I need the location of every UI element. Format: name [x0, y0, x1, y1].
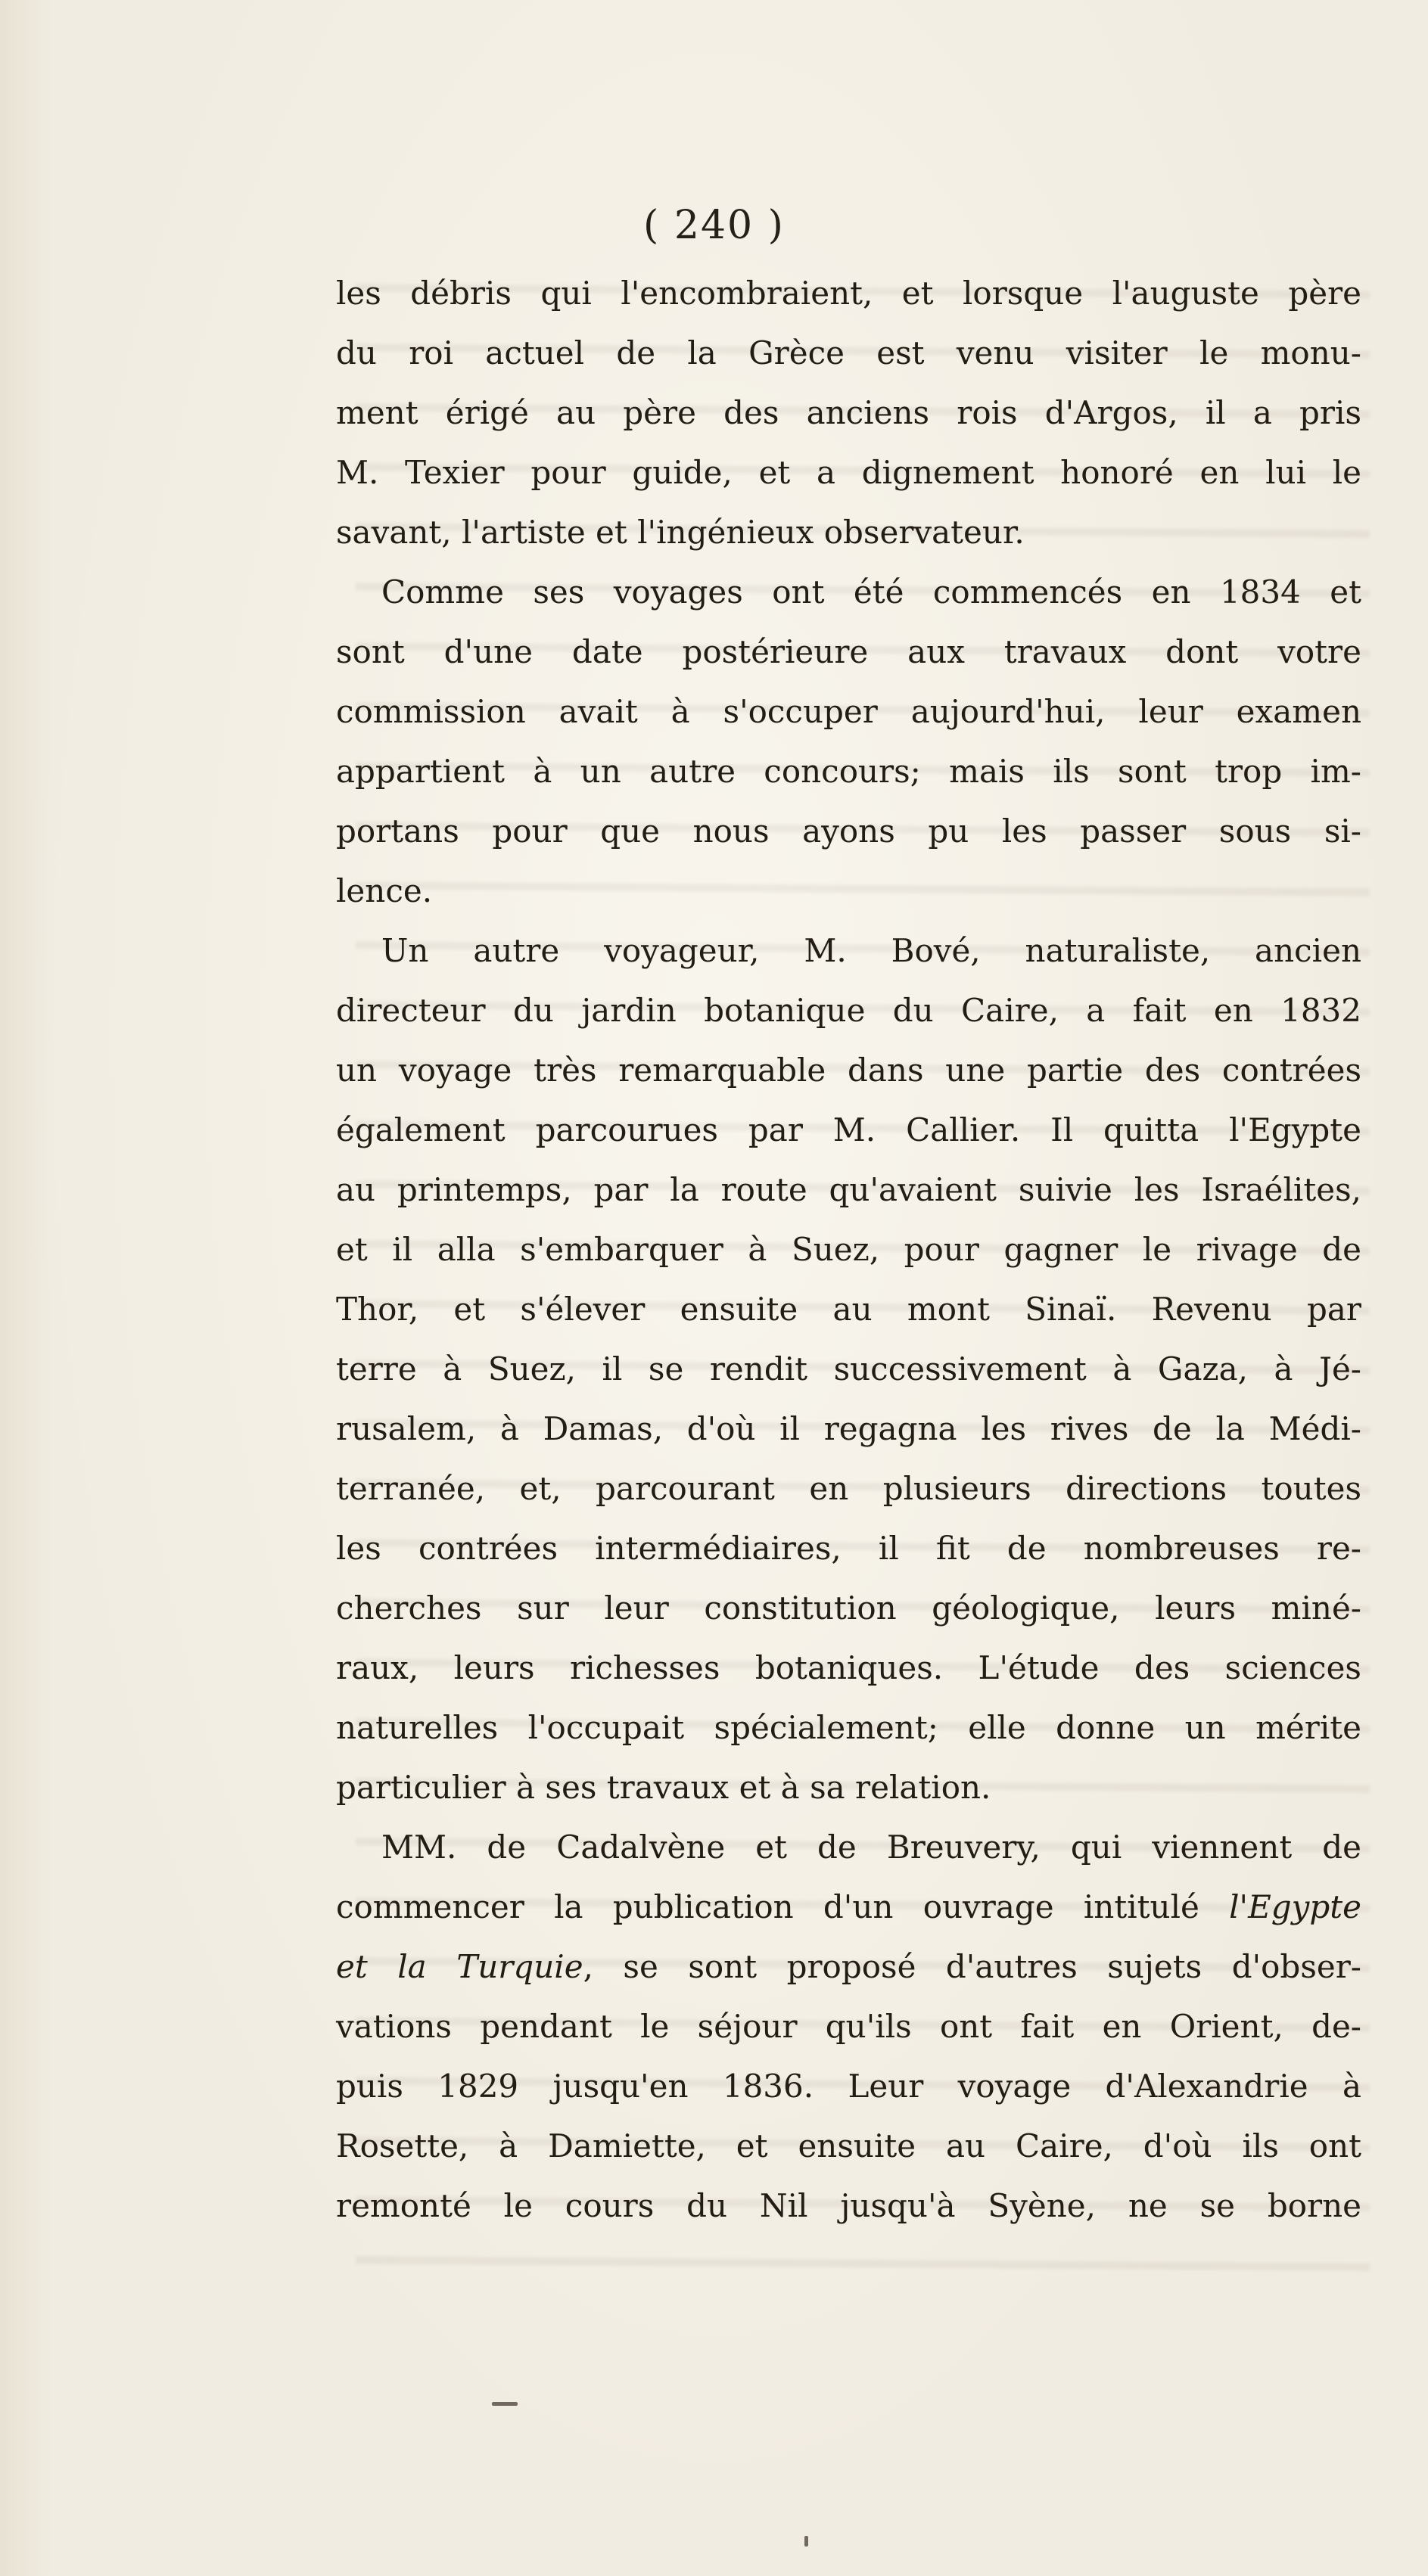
text-line: au printemps, par la route qu'avaient suivie les Israélites,: [336, 1171, 1361, 1208]
paragraph-1: [336, 263, 1361, 562]
paper-speck: [804, 2536, 808, 2546]
text-line: vations pendant le séjour qu'ils ont fait en Orient, de-: [336, 2008, 1361, 2045]
paragraph-2: [336, 562, 1361, 921]
text-line-with-title: [336, 1877, 1361, 1937]
text-line: savant, l'artiste et l'ingénieux observateur.: [336, 514, 1025, 551]
text-line: Un autre voyageur, M. Bové, naturaliste, ancien: [381, 932, 1361, 969]
text-line-start: commencer la publication d'un ouvrage intitulé: [336, 1888, 1199, 1925]
text-line: et il alla s'embarquer à Suez, pour gagner le rivage de: [336, 1231, 1361, 1268]
page-number: ( 240 ): [643, 203, 785, 248]
text-line: naturelles l'occupait spécialement; elle donne un mérite: [336, 1709, 1361, 1746]
text-line: du roi actuel de la Grèce est venu visiter le monu-: [336, 334, 1361, 371]
book-title-fragment: et la Turquie: [336, 1948, 583, 1985]
text-line: puis 1829 jusqu'en 1836. Leur voyage d'Alexandrie à: [336, 2068, 1361, 2105]
text-line: portans pour que nous ayons pu les passer sous si-: [336, 813, 1361, 850]
body-text: [336, 263, 1361, 2236]
text-line: appartient à un autre concours; mais ils sont trop im-: [336, 753, 1361, 790]
text-line: sont d'une date postérieure aux travaux dont votre: [336, 633, 1361, 670]
text-line: particulier à ses travaux et à sa relation.: [336, 1769, 991, 1806]
text-line: commission avait à s'occuper aujourd'hui, leur examen: [336, 693, 1361, 730]
text-line: MM. de Cadalvène et de Breuvery, qui viennent de: [381, 1829, 1361, 1866]
text-line-with-title: [336, 1937, 1361, 1996]
text-line: terre à Suez, il se rendit successivement à Gaza, à Jé-: [336, 1350, 1361, 1387]
text-line: les contrées intermédiaires, il fit de nombreuses re-: [336, 1530, 1361, 1567]
text-line: M. Texier pour guide, et a dignement honoré en lui le: [336, 454, 1361, 491]
text-line: également parcourues par M. Callier. Il quitta l'Egypte: [336, 1111, 1361, 1148]
paragraph-4: [336, 1817, 1361, 2236]
text-line: Thor, et s'élever ensuite au mont Sinaï. Revenu par: [336, 1291, 1361, 1328]
text-line: terranée, et, parcourant en plusieurs directions toutes: [336, 1470, 1361, 1507]
text-line: lence.: [336, 872, 433, 909]
text-line-rest: , se sont proposé d'autres sujets d'obser-: [583, 1948, 1361, 1985]
text-line: directeur du jardin botanique du Caire, a fait en 1832: [336, 992, 1361, 1029]
book-title-fragment: l'Egypte: [1229, 1888, 1361, 1925]
paragraph-3: [336, 921, 1361, 1817]
text-line: rusalem, à Damas, d'où il regagna les rives de la Médi-: [336, 1410, 1361, 1447]
paper-speck: [492, 2402, 518, 2406]
text-line: raux, leurs richesses botaniques. L'étude des sciences: [336, 1649, 1361, 1686]
text-line: cherches sur leur constitution géologique, leurs miné-: [336, 1589, 1361, 1627]
text-line: un voyage très remarquable dans une partie des contrées: [336, 1052, 1361, 1089]
text-line: les débris qui l'encombraient, et lorsque l'auguste père: [336, 275, 1361, 312]
text-line: remonté le cours du Nil jusqu'à Syène, ne se borne: [336, 2187, 1361, 2224]
text-line: Rosette, à Damiette, et ensuite au Caire, d'où ils ont: [336, 2127, 1361, 2164]
text-line: Comme ses voyages ont été commencés en 1834 et: [381, 573, 1361, 611]
text-line: ment érigé au père des anciens rois d'Argos, il a pris: [336, 394, 1361, 431]
